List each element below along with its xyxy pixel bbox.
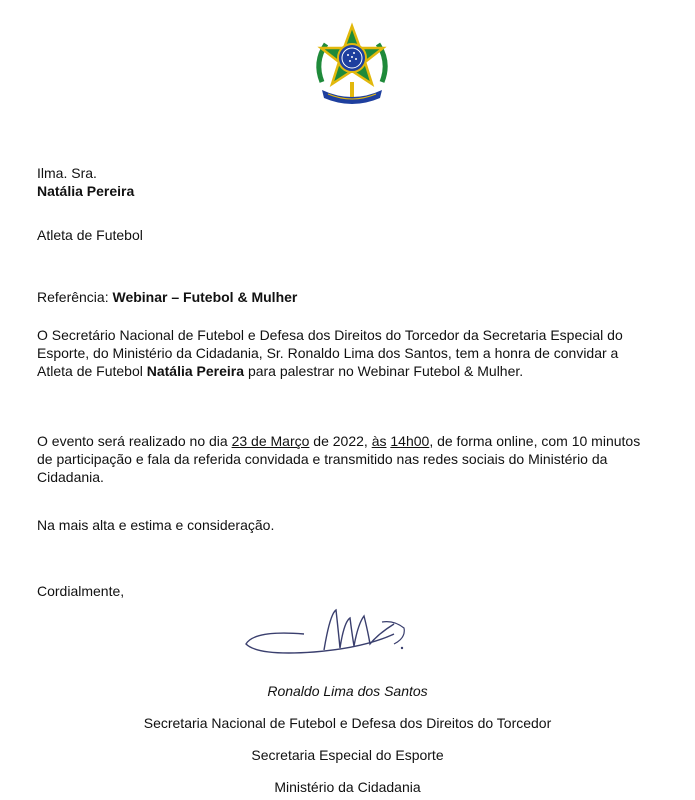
signer-line2-block	[0, 746, 695, 764]
event-time: 14h00	[390, 433, 430, 449]
signer-name: Ronaldo Lima dos Santos	[267, 683, 428, 699]
closing-block	[37, 582, 657, 600]
recipient-role-block	[37, 226, 657, 244]
signature-icon	[244, 604, 414, 670]
recipient-block	[37, 164, 657, 200]
paragraph-event	[37, 432, 657, 486]
event-date: 23 de Março	[231, 433, 310, 449]
p1-invitee-name: Natália Pereira	[146, 363, 245, 379]
recipient-name: Natália Pereira	[37, 183, 135, 199]
signer-block	[0, 682, 695, 700]
paragraph-regards	[37, 516, 657, 534]
paragraph-invitation	[37, 326, 657, 380]
signer-line2: Secretaria Especial do Esporte	[251, 747, 444, 763]
p2-text-a: O evento será realizado no dia	[37, 433, 228, 449]
p1-text-before: O Secretário Nacional de Futebol e Defesa dos Direitos do Torcedor da Secretaria Especial do Esporte, do Ministério da Cidadania, Sr. Ronaldo Lima dos Santos, tem a honra de convidar a Atleta de Futebol	[37, 327, 623, 379]
signer-line3-block	[0, 778, 695, 796]
signer-line1-block	[0, 714, 695, 732]
brazil-coat-of-arms-icon	[308, 22, 396, 110]
recipient-role: Atleta de Futebol	[37, 227, 143, 243]
p2-text-c: , de forma online, com 10 minutos de participação e fala da referida convidada e transmitido nas redes sociais do Ministério da Cidadania.	[37, 433, 641, 485]
closing-text: Cordialmente,	[37, 583, 125, 599]
signer-line3: Ministério da Cidadania	[274, 779, 421, 795]
event-at: às	[371, 433, 387, 449]
reference-label: Referência:	[37, 289, 109, 305]
reference-title: Webinar – Futebol & Mulher	[112, 289, 298, 305]
reference-line	[37, 288, 657, 306]
p2-text-b: de 2022,	[313, 433, 368, 449]
salutation: Ilma. Sra.	[37, 165, 97, 181]
p1-text-after: para palestrar no Webinar Futebol & Mulher.	[247, 363, 524, 379]
regards-text: Na mais alta e estima e consideração.	[37, 517, 275, 533]
signer-line1: Secretaria Nacional de Futebol e Defesa dos Direitos do Torcedor	[143, 715, 552, 731]
